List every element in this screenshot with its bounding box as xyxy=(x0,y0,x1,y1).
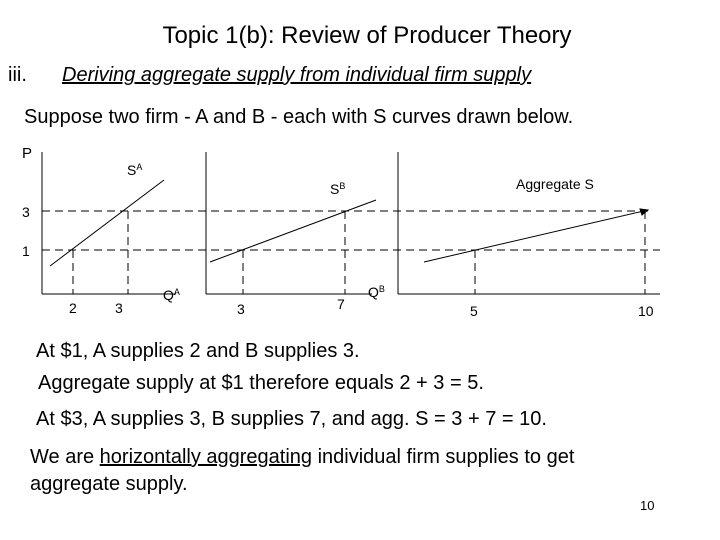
panel-agg-tick-5: 5 xyxy=(470,303,478,319)
supply-curve-b-label: $S^B$ xyxy=(330,181,346,197)
explanation-line-4 xyxy=(30,446,574,469)
panel-a-tick-2: 2 xyxy=(69,300,77,316)
explanation-line-3: At $3, A supplies 3, B supplies 7, and agg. S = 3 + 7 = 10. xyxy=(36,408,547,430)
panel-a-axis-label: $Q^A$ xyxy=(163,287,180,303)
line4-suffix: individual firm supplies to get xyxy=(312,446,575,468)
section-title: Deriving aggregate supply from individual firm supply xyxy=(62,64,532,86)
panel-b-axis-label: $Q^B$ xyxy=(368,284,385,300)
price-axis-label: P xyxy=(22,145,33,162)
slide-title: Topic 1(b): Review of Producer Theory xyxy=(162,22,572,49)
section-number: iii. xyxy=(8,64,27,86)
panel-b-tick-3: 3 xyxy=(237,301,245,317)
price-level-3: 3 xyxy=(22,204,30,220)
panel-agg-tick-10: 10 xyxy=(638,303,654,319)
supply-curve-b xyxy=(210,200,376,262)
page-number: 10 xyxy=(640,498,655,513)
line4-prefix: We are xyxy=(30,446,100,468)
aggregate-supply-curve xyxy=(424,210,648,262)
panel-a-tick-3: 3 xyxy=(115,300,123,316)
supply-curve-a-label: $S^A$ xyxy=(127,162,143,178)
supply-curve-a xyxy=(50,180,164,266)
aggregate-curve-arrowhead xyxy=(640,209,648,215)
explanation-line-5: aggregate supply. xyxy=(30,473,188,495)
aggregate-supply-label: Aggregate S xyxy=(516,176,594,192)
price-level-1: 1 xyxy=(22,243,30,259)
intro-text: Suppose two firm - A and B - each with S curves drawn below. xyxy=(24,106,574,128)
explanation-line-1: At $1, A supplies 2 and B supplies 3. xyxy=(36,340,360,362)
horizontally-aggregating-emphasis: horizontally aggregating xyxy=(99,446,313,468)
explanation-line-2: Aggregate supply at $1 therefore equals 2 + 3 = 5. xyxy=(38,372,484,394)
panel-b-tick-7: 7 xyxy=(337,296,345,312)
